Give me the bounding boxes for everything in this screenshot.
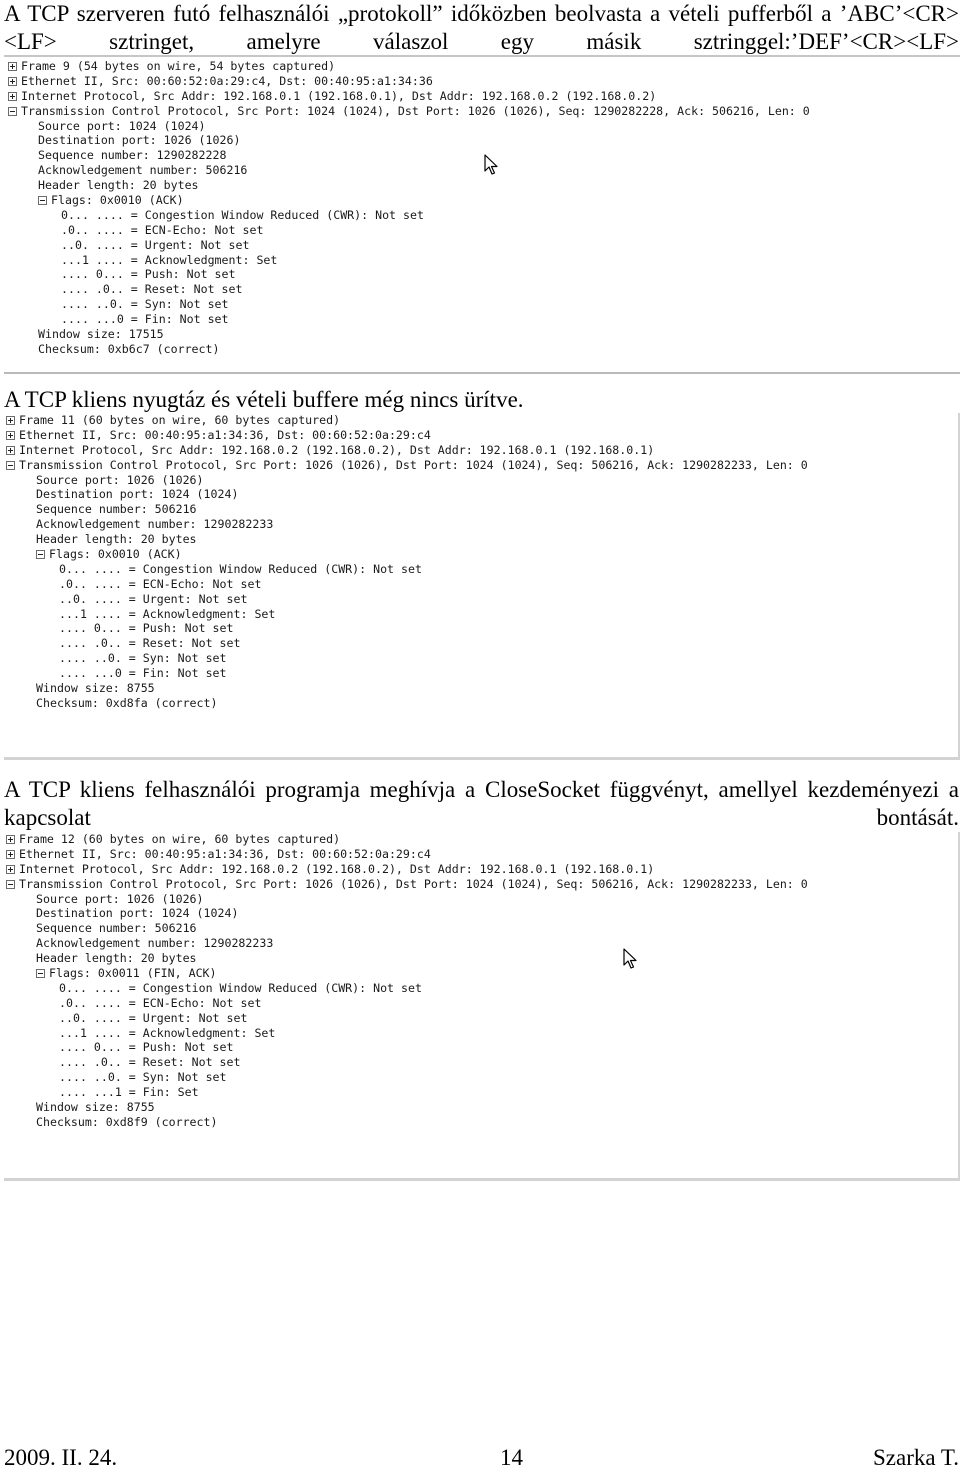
plus-box-icon[interactable] (6, 416, 15, 425)
tree-row-text: Window size: 8755 (36, 1100, 155, 1115)
plus-box-icon[interactable] (8, 62, 17, 71)
tree-row-text: .... 0... = Push: Not set (59, 1040, 234, 1055)
tree-row-text: Ethernet II, Src: 00:60:52:0a:29:c4, Dst: 00:40:95:a1:34:36 (21, 73, 433, 88)
minus-box-icon[interactable] (36, 550, 45, 559)
tree-row-text: Header length: 20 bytes (36, 532, 197, 547)
packet-tree (6, 832, 958, 1130)
packet-details-frame-11 (4, 413, 960, 760)
tree-row (6, 502, 958, 517)
tree-row-text: .... ..0. = Syn: Not set (59, 651, 227, 666)
tree-row-text: Header length: 20 bytes (36, 951, 197, 966)
tree-row-text: .0.. .... = ECN-Echo: Not set (59, 995, 262, 1010)
tree-row-text: ..0. .... = Urgent: Not set (59, 1010, 248, 1025)
tree-row[interactable] (6, 877, 958, 892)
tree-row-text: .0.. .... = ECN-Echo: Not set (59, 576, 262, 591)
tree-row (6, 1040, 958, 1055)
tree-row-text: Destination port: 1026 (1026) (38, 133, 241, 148)
packet-tree (6, 413, 958, 711)
tree-row (8, 342, 960, 357)
tree-row-text: Acknowledgement number: 1290282233 (36, 517, 274, 532)
tree-row (6, 487, 958, 502)
tree-row-text: .0.. .... = ECN-Echo: Not set (61, 222, 264, 237)
tree-row-text: Acknowledgement number: 1290282233 (36, 936, 274, 951)
tree-row-text: Flags: 0x0011 (FIN, ACK) (49, 966, 217, 981)
tree-row (6, 996, 958, 1011)
tree-row-text: Source port: 1026 (1026) (36, 472, 204, 487)
packet-details-frame-9 (4, 55, 960, 374)
plus-box-icon[interactable] (8, 77, 17, 86)
tree-row[interactable] (6, 458, 958, 473)
tree-row (6, 532, 958, 547)
tree-row (6, 562, 958, 577)
tree-row (6, 1100, 958, 1115)
tree-row-text: Acknowledgement number: 506216 (38, 163, 248, 178)
tree-row-text: .... ..0. = Syn: Not set (61, 297, 229, 312)
plus-box-icon[interactable] (6, 431, 15, 440)
tree-row-text: .... 0... = Push: Not set (59, 621, 234, 636)
tree-row (6, 981, 958, 996)
tree-row (8, 208, 960, 223)
plus-box-icon[interactable] (6, 835, 15, 844)
tree-row (6, 1115, 958, 1130)
tree-row (8, 312, 960, 327)
tree-row[interactable] (6, 966, 958, 981)
tree-row (6, 577, 958, 592)
tree-row (8, 282, 960, 297)
page-footer (4, 1444, 959, 1472)
tree-row[interactable] (8, 104, 960, 119)
tree-row[interactable] (6, 862, 958, 877)
tree-row (8, 297, 960, 312)
tree-row (8, 133, 960, 148)
tree-row-text: Frame 12 (60 bytes on wire, 60 bytes captured) (19, 832, 341, 846)
tree-row-text: 0... .... = Congestion Window Reduced (CWR): Not set (59, 980, 422, 995)
tree-row-text: 0... .... = Congestion Window Reduced (CWR): Not set (59, 561, 422, 576)
tree-row[interactable] (6, 413, 958, 428)
tree-row-text: 0... .... = Congestion Window Reduced (CWR): Not set (61, 207, 424, 222)
tree-row-text: Frame 11 (60 bytes on wire, 60 bytes captured) (19, 413, 341, 427)
footer-author: Szarka T. (872, 1445, 959, 1470)
tree-row (6, 666, 958, 681)
tree-row-text: ...1 .... = Acknowledgment: Set (59, 1025, 276, 1040)
tree-row-text: Header length: 20 bytes (38, 178, 199, 193)
tree-row-text: Flags: 0x0010 (ACK) (49, 547, 182, 562)
tree-row (6, 651, 958, 666)
tree-row-text: Internet Protocol, Src Addr: 192.168.0.2 (192.168.0.2), Dst Addr: 192.168.0.1 (192.168.0.1) (19, 442, 655, 457)
tree-row-text: Sequence number: 1290282228 (38, 148, 227, 163)
minus-box-icon[interactable] (6, 461, 15, 470)
tree-row-text: ...1 .... = Acknowledgment: Set (59, 606, 276, 621)
tree-row (6, 936, 958, 951)
mouse-pointer-icon (484, 154, 498, 176)
tree-row-text: Ethernet II, Src: 00:40:95:a1:34:36, Dst: 00:60:52:0a:29:c4 (19, 846, 431, 861)
tree-row[interactable] (8, 74, 960, 89)
tree-row-text: Checksum: 0xd8fa (correct) (36, 695, 218, 710)
tree-row-text: Window size: 17515 (38, 327, 164, 342)
tree-row[interactable] (8, 89, 960, 104)
mouse-pointer-icon (623, 948, 637, 970)
tree-row (6, 607, 958, 622)
minus-box-icon[interactable] (36, 969, 45, 978)
tree-row-text: ..0. .... = Urgent: Not set (61, 237, 250, 252)
tree-row-text: Transmission Control Protocol, Src Port: 1024 (1024), Dst Port: 1026 (1026), Seq: 1290282228, Ack: 506216, Len: 0 (21, 103, 810, 118)
tree-row-text: .... ...1 = Fin: Set (59, 1085, 199, 1100)
tree-row (6, 1055, 958, 1070)
tree-row-text: Source port: 1026 (1026) (36, 891, 204, 906)
tree-row (6, 1026, 958, 1041)
tree-row[interactable] (8, 193, 960, 208)
tree-row-text: Flags: 0x0010 (ACK) (51, 193, 184, 208)
tree-row-text: Ethernet II, Src: 00:40:95:a1:34:36, Dst: 00:60:52:0a:29:c4 (19, 427, 431, 442)
tree-row-text: .... ..0. = Syn: Not set (59, 1070, 227, 1085)
minus-box-icon[interactable] (8, 107, 17, 116)
tree-row (6, 473, 958, 488)
tree-row-text: Frame 9 (54 bytes on wire, 54 bytes captured) (21, 59, 336, 73)
tree-row[interactable] (6, 443, 958, 458)
tree-row (8, 267, 960, 282)
tree-row (6, 892, 958, 907)
paragraph-server-reply: A TCP szerveren futó felhasználói „protokoll” időközben beolvasta a vételi pufferből a ’ABC’<CR><LF> sztringet, amelyre válaszol egy másik sztringgel:’DEF’<CR><LF> (4, 1, 959, 54)
tree-row (6, 1011, 958, 1026)
tree-row (8, 253, 960, 268)
paragraph-client-ack: A TCP kliens nyugtáz és vételi buffere még nincs ürítve. (4, 387, 524, 412)
tree-row-text: .... ...0 = Fin: Not set (59, 666, 227, 681)
tree-row (6, 1085, 958, 1100)
tree-row (8, 119, 960, 134)
paragraph-client-close: A TCP kliens felhasználói programja meghívja a CloseSocket függvényt, amellyel kezdeményezi a kapcsolat bontását. (4, 777, 959, 830)
tree-row (6, 517, 958, 532)
tree-row (6, 1070, 958, 1085)
tree-row[interactable] (6, 847, 958, 862)
tree-row (8, 223, 960, 238)
packet-details-frame-12 (4, 832, 960, 1181)
plus-box-icon[interactable] (6, 850, 15, 859)
tree-row-text: Checksum: 0xb6c7 (correct) (38, 341, 220, 356)
tree-row-text: Window size: 8755 (36, 681, 155, 696)
minus-box-icon[interactable] (38, 196, 47, 205)
tree-row-text: Sequence number: 506216 (36, 921, 197, 936)
tree-row-text: Destination port: 1024 (1024) (36, 487, 239, 502)
tree-row (8, 178, 960, 193)
tree-row (8, 238, 960, 253)
tree-row-text: .... .0.. = Reset: Not set (59, 636, 241, 651)
tree-row-text: Sequence number: 506216 (36, 502, 197, 517)
tree-row (6, 681, 958, 696)
tree-row-text: Transmission Control Protocol, Src Port: 1026 (1026), Dst Port: 1024 (1024), Seq: 506216, Ack: 1290282233, Len: 0 (19, 457, 808, 472)
tree-row-text: Internet Protocol, Src Addr: 192.168.0.1 (192.168.0.1), Dst Addr: 192.168.0.2 (192.168.0.2) (21, 88, 657, 103)
tree-row-text: Destination port: 1024 (1024) (36, 906, 239, 921)
plus-box-icon[interactable] (6, 865, 15, 874)
tree-row (6, 621, 958, 636)
packet-tree (8, 59, 960, 357)
footer-page-number: 14 (500, 1445, 523, 1470)
tree-row-text: Internet Protocol, Src Addr: 192.168.0.2 (192.168.0.2), Dst Addr: 192.168.0.1 (192.168.0.1) (19, 861, 655, 876)
plus-box-icon[interactable] (8, 92, 17, 101)
tree-row (8, 327, 960, 342)
tree-row-text: ..0. .... = Urgent: Not set (59, 591, 248, 606)
tree-row[interactable] (8, 59, 960, 74)
tree-row-text: Source port: 1024 (1024) (38, 118, 206, 133)
tree-row-text: .... .0.. = Reset: Not set (61, 282, 243, 297)
tree-row-text: ...1 .... = Acknowledgment: Set (61, 252, 278, 267)
tree-row (6, 951, 958, 966)
tree-row[interactable] (6, 547, 958, 562)
tree-row[interactable] (6, 832, 958, 847)
tree-row (6, 921, 958, 936)
tree-row-text: Checksum: 0xd8f9 (correct) (36, 1114, 218, 1129)
footer-date: 2009. II. 24. (4, 1445, 118, 1470)
tree-row-text: Transmission Control Protocol, Src Port: 1026 (1026), Dst Port: 1024 (1024), Seq: 506216, Ack: 1290282233, Len: 0 (19, 876, 808, 891)
tree-row-text: .... .0.. = Reset: Not set (59, 1055, 241, 1070)
plus-box-icon[interactable] (6, 446, 15, 455)
tree-row (6, 906, 958, 921)
tree-row (6, 636, 958, 651)
tree-row-text: .... 0... = Push: Not set (61, 267, 236, 282)
minus-box-icon[interactable] (6, 880, 15, 889)
tree-row[interactable] (6, 428, 958, 443)
tree-row-text: .... ...0 = Fin: Not set (61, 312, 229, 327)
tree-row (6, 592, 958, 607)
tree-row (6, 696, 958, 711)
